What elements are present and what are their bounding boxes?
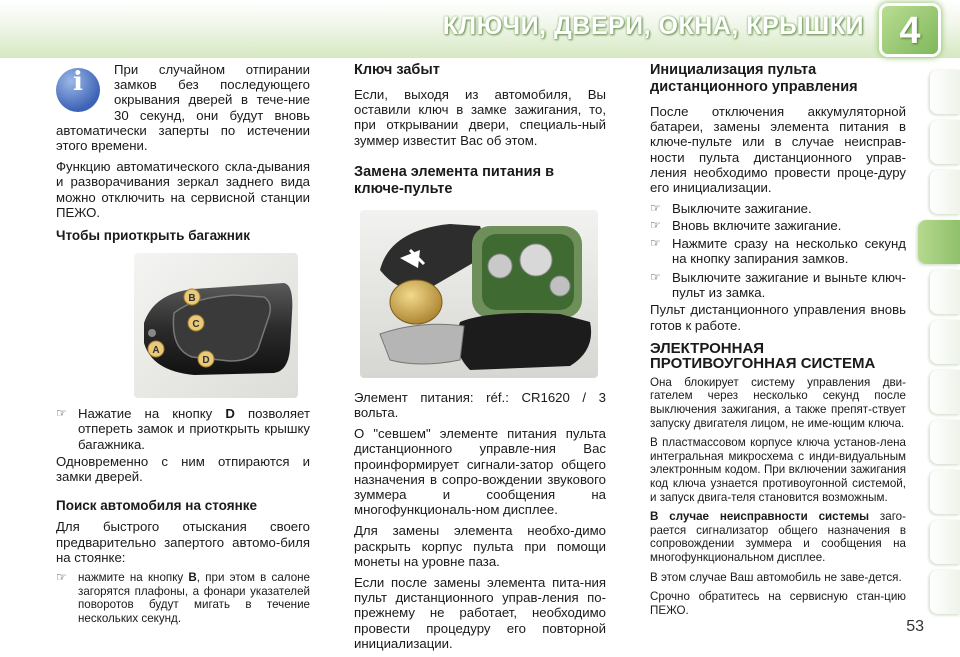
low-battery-text: О "севшем" элементе питания пульта дистанционного управле-ния Вас проинформирует сигнали-затор общего назначения в сопро-вождении звукового зуммера и сообщения на многофункциональ-ном дисплее. [354,426,606,518]
ready-text: Пульт дистанционного управления вновь готов к работе. [650,302,906,333]
column-right [650,62,906,623]
immobilizer-heading: ЭЛЕКТРОННАЯ ПРОТИВОУГОННАЯ СИСТЕМА [650,339,876,373]
key-button-b [184,289,200,305]
pointing-hand-icon: ☞ [650,270,661,285]
immobilizer-text: Срочно обратитесь на сервисную стан-цию ПЕЖО. [650,590,906,617]
immobilizer-text: В этом случае Ваш автомобиль не заве-дется. [650,570,902,584]
chapter-tab[interactable] [930,570,960,614]
remote-key-photo [134,253,298,398]
pointing-hand-icon: ☞ [650,201,661,216]
replace-text: Для замены элемента необхо-димо раскрыть корпус пульта при помощи монеты на уровне паза. [354,523,606,569]
battery-replacement-photo [360,210,598,378]
chapter-tab[interactable] [930,170,960,214]
init-text: После отключения аккумуляторной батареи, замены элемента питания в ключе-пульте или в случае неисправ-ности пульта дистанционного управ-ления необходимо провести проце-дуру его инициализации. [650,104,906,196]
forgot-text: Если, выходя из автомобиля, Вы оставили ключ в замке зажигания, то, при открывании двери, специаль-ный зуммер известит Вас об этом. [354,87,606,148]
trunk-key-letter: D [225,406,235,422]
chapter-number: 4 [899,10,921,52]
remote-key-illustration [134,253,298,398]
init-step [650,201,906,216]
init-step [650,270,906,300]
immobilizer-fault-text: заго-рается сигнализатор общего назначения в сопровождении зуммера и сообщения на многофункциональном дисплее. [650,510,906,564]
page-number: 53 [906,618,924,635]
chapter-tab[interactable] [930,70,960,114]
init-step-text: Нажмите сразу на несколько секунд на кнопку запирания замков. [672,235,906,266]
chapter-tabs [924,70,960,630]
parking-bullet-text-end: , при этом в салоне загорятся плафоны, а фонари указателей поворотов будут мигать в течение нескольких секунд. [78,571,310,625]
chapter-tab[interactable] [930,270,960,314]
key-label: B [188,293,196,305]
page-title: КЛЮЧИ, ДВЕРИ, ОКНА, КРЫШКИ [442,12,864,40]
init-step [650,236,906,266]
parking-text: Для быстрого отыскания своего предварительно запертого автомо-биля на стоянке: [56,519,310,565]
init-step-text: Выключите зажигание и выньте ключ-пульт из замка. [672,270,906,301]
battery-spec: Элемент питания: réf.: CR1620 / 3 вольта. [354,389,606,421]
immobilizer-text: В пластмассовом корпусе ключа установ-лена интегральная микросхема с инди-видуальным электронным кодом. При включении зажигания код ключа узнается противоугонной системой, и запуск двига-теля становится возможным. [650,436,906,504]
battery-heading: Замена элемента питания в ключе-пульте [354,163,554,197]
init-step [650,218,906,233]
parking-bullet [56,571,310,625]
chapter-tab[interactable] [930,470,960,514]
trunk-bullet [56,406,310,452]
init-step-text: Вновь включите зажигание. [672,218,842,234]
chapter-tab[interactable] [930,320,960,364]
battery-replacement-illustration [360,210,598,378]
info-icon: i [56,68,100,112]
init-step-text: Выключите зажигание. [672,201,812,217]
pointing-hand-icon: ☞ [56,570,67,585]
immobilizer-fault [650,510,906,564]
parking-bullet-text: нажмите на кнопку [78,571,189,585]
chapter-tab[interactable] [930,370,960,414]
column-middle [354,62,606,657]
parking-heading: Поиск автомобиля на стоянке [56,498,258,514]
immobilizer-text: Она блокирует систему управления дви-гателем через несколько секунд после выключения зажигания, а также препят-ствует запуску двигателя лицом, не име-ющим ключа. [650,375,906,430]
key-button-d [198,351,214,367]
pointing-hand-icon: ☞ [650,235,661,250]
reinit-text: Если после замены элемента пита-ния пульт дистанционного управ-ления по-прежнему не работает, необходимо провести процедуру его повторной инициализации. [354,575,606,651]
key-label: C [192,319,200,331]
init-heading: Инициализация пульта дистанционного управления [650,62,858,95]
doors-note: Одновременно с ним отпираются и замки дверей. [56,453,310,485]
forgot-heading: Ключ забыт [354,62,440,78]
trunk-bullet-text: Нажатие на кнопку [78,406,226,422]
chapter-badge [882,6,938,54]
mirrors-note: Функцию автоматического скла-дывания и разворачивания зеркал заднего вида можно отключить на сервисной станции ПЕЖО. [56,159,310,220]
parking-key-letter: B [188,571,197,585]
column-left [56,62,310,627]
key-button-a [148,341,164,357]
key-button-c [188,315,204,331]
chapter-tab[interactable] [930,420,960,464]
info-note: При случайном отпирании замков без последующего окрывания дверей в тече-ние 30 секунд, они будут вновь автоматически заперты по истечении этого времени. [56,62,310,154]
key-label: D [202,355,210,367]
trunk-bullet-text-end: позволяет отпереть замок и приоткрыть крышку багажника. [78,406,310,452]
key-label: A [152,345,160,357]
pointing-hand-icon: ☞ [650,218,661,233]
chapter-tab[interactable] [930,520,960,564]
pointing-hand-icon: ☞ [56,406,67,421]
chapter-tab[interactable] [930,120,960,164]
trunk-heading: Чтобы приоткрыть багажник [56,228,250,244]
chapter-tab-active[interactable] [918,220,960,264]
immobilizer-fault-bold: В случае неисправности системы [650,510,870,524]
